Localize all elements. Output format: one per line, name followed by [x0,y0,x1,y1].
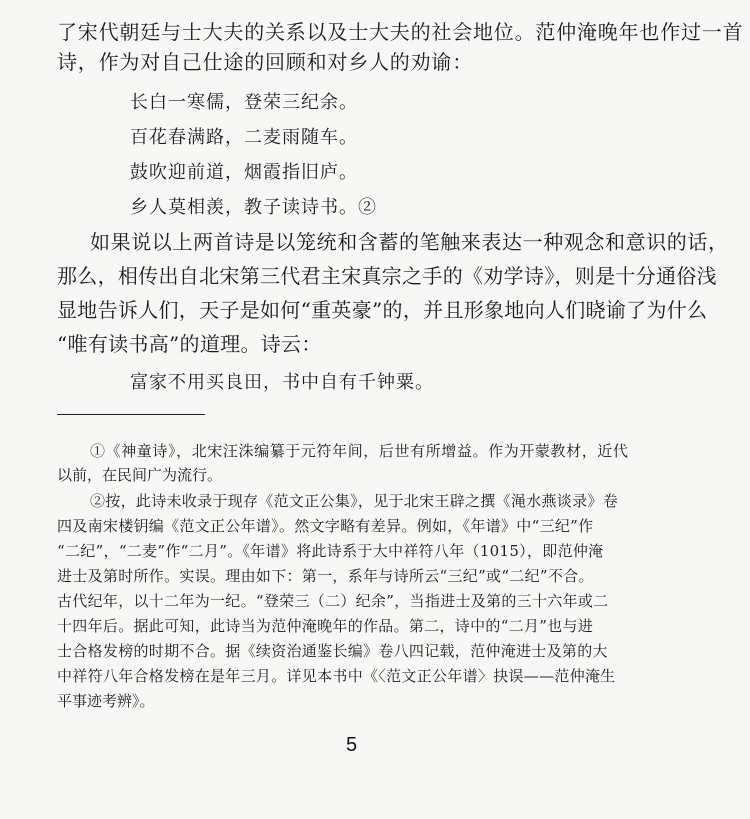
paragraph-line: 显地告诉人们，天子是如何“重英豪”的，并且形象地向人们晓谕了为什么 [57,298,708,322]
paragraph-line: 那么，相传出自北宋第三代君主宋真宗之手的《劝学诗》，则是十分通俗浅 [57,264,717,288]
paragraph-line: 如果说以上两首诗是以笼统和含蓄的笔触来表达一种观念和意识的话， [90,230,729,254]
poem-line: 鼓吹迎前道，烟霞指旧庐。 [130,162,358,183]
footnote-line: 四及南宋楼钥编《范文正公年谱》。然文字略有差异。例如，《年谱》中“三纪”作 [57,517,594,535]
footnote-line: 平事迹考辨》。 [57,692,155,710]
paragraph-line: 了宋代朝廷与士大夫的关系以及士大夫的社会地位。范仲淹晚年也作过一首 [57,20,744,44]
poem-line: 富家不用买良田，书中自有千钟粟。 [130,372,434,393]
footnote-line: 中祥符八年合格发榜在是年三月。详见本书中《〈范文正公年谱〉抉误——范仲淹生 [57,667,616,685]
footnote-line: 进士及第时所作。实误。理由如下：第一，系年与诗所云“三纪”或“二纪”不合。 [57,567,594,585]
footnote-line: ②按，此诗未收录于现存《范文正公集》，见于北宋王辟之撰《渑水燕谈录》卷 [90,492,619,510]
footnote-line: 以前，在民间广为流行。 [57,466,223,484]
paragraph-line: “唯有读书高”的道理。诗云： [57,332,322,356]
page-number: 5 [346,734,358,756]
footnote-line: 古代纪年，以十二年为一纪。“登荣三（二）纪余”，当指进士及第的三十六年或二 [57,592,609,610]
poem-line: 长白一寒儒，登荣三纪余。 [130,92,358,113]
poem-line: 百花春满路，二麦雨随车。 [130,127,358,148]
footnote-line: “二纪”，“二麦”作“二月”。《年谱》将此诗系于大中祥符八年（1015），即范仲淹 [57,542,604,560]
footnote-line: 十四年后。据此可知，此诗当为范仲淹晚年的作品。第二，诗中的“二月”也与进 [57,617,594,635]
footnote-line: ①《神童诗》，北宋汪洙编纂于元符年间，后世有所增益。作为开蒙教材，近代 [90,442,629,460]
paragraph-line: 诗，作为对自己仕途的回顾和对乡人的劝谕： [57,50,473,74]
poem-line: 乡人莫相羡，教子读诗书。② [130,197,377,218]
footnote-line: 士合格发榜的时期不合。据《续资治通鉴长编》卷八四记载，范仲淹进士及第的大 [57,642,608,660]
footnote-divider [57,414,205,415]
